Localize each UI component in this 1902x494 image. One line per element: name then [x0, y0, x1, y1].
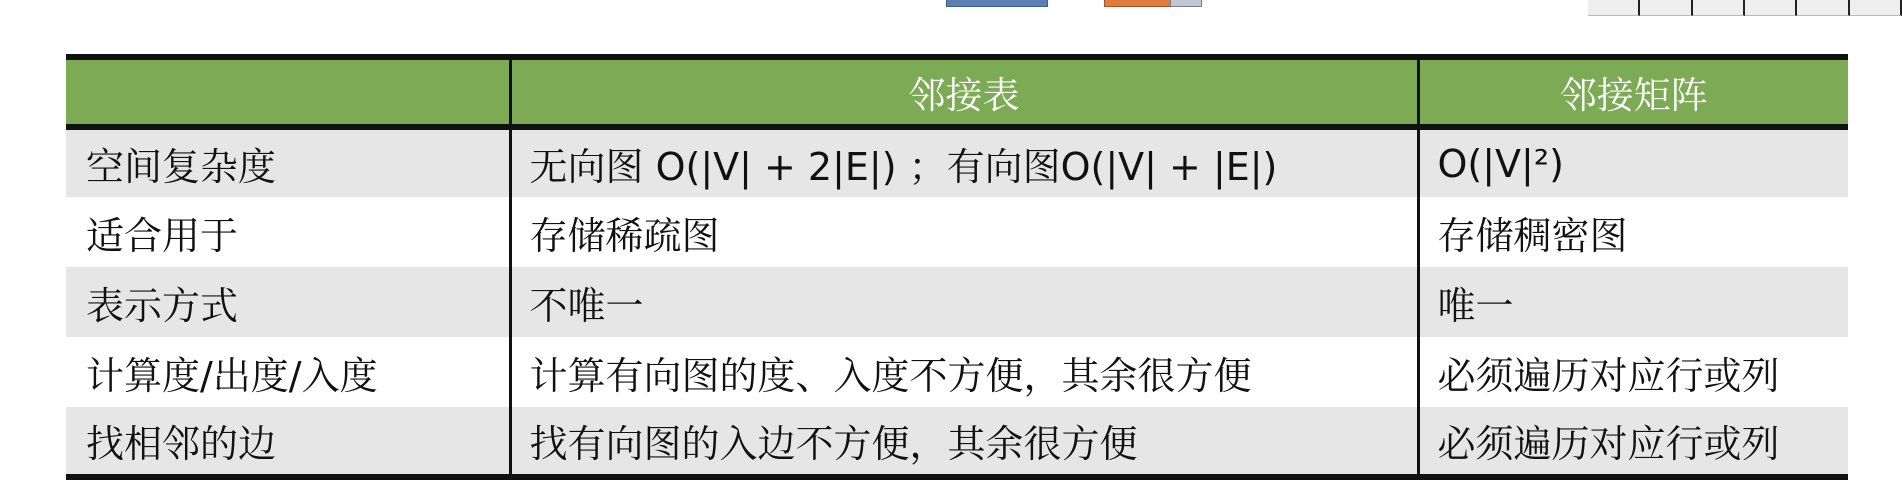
- table-row: [66, 337, 1848, 407]
- top-fragment-grid: [1588, 0, 1902, 16]
- header-empty: [66, 57, 510, 127]
- table-row: [66, 267, 1848, 337]
- row-label: 表示方式: [86, 283, 239, 328]
- header-adjacency-list: 邻接表: [510, 57, 1418, 127]
- top-fragment-blue: [946, 0, 1048, 7]
- row-label: 适合用于: [86, 213, 239, 258]
- table-header-row: [66, 57, 1848, 127]
- table-row: [66, 407, 1848, 477]
- top-fragment-orange: [1104, 0, 1172, 7]
- header-adjacency-matrix: 邻接矩阵: [1418, 57, 1848, 127]
- row-label: 空间复杂度: [86, 145, 277, 189]
- adjacency-matrix-cell: 必须遍历对应行或列: [1418, 337, 1848, 407]
- adjacency-list-cell: 不唯一: [510, 267, 1418, 337]
- comparison-table: [66, 54, 1848, 480]
- table-row: [66, 197, 1848, 267]
- row-label: 找相邻的边: [66, 407, 510, 477]
- adjacency-matrix-cell: 存储稠密图: [1418, 197, 1848, 267]
- adjacency-list-cell: 存储稀疏图: [510, 197, 1418, 267]
- table-row: [66, 127, 1848, 197]
- adjacency-list-cell: 计算有向图的度、入度不方便，其余很方便: [510, 337, 1418, 407]
- row-label: 计算度/出度/入度: [86, 353, 378, 398]
- adjacency-matrix-cell: 唯一: [1418, 267, 1848, 337]
- adjacency-matrix-cell: 必须遍历对应行或列: [1418, 407, 1848, 477]
- adjacency-list-cell: 找有向图的入边不方便，其余很方便: [510, 407, 1418, 477]
- adjacency-list-cell: 无向图 O(|V| + 2|E|) ；有向图O(|V| + |E|): [510, 127, 1418, 197]
- top-fragment-gray: [1170, 0, 1202, 7]
- adjacency-matrix-cell: O(|V|²): [1418, 127, 1848, 197]
